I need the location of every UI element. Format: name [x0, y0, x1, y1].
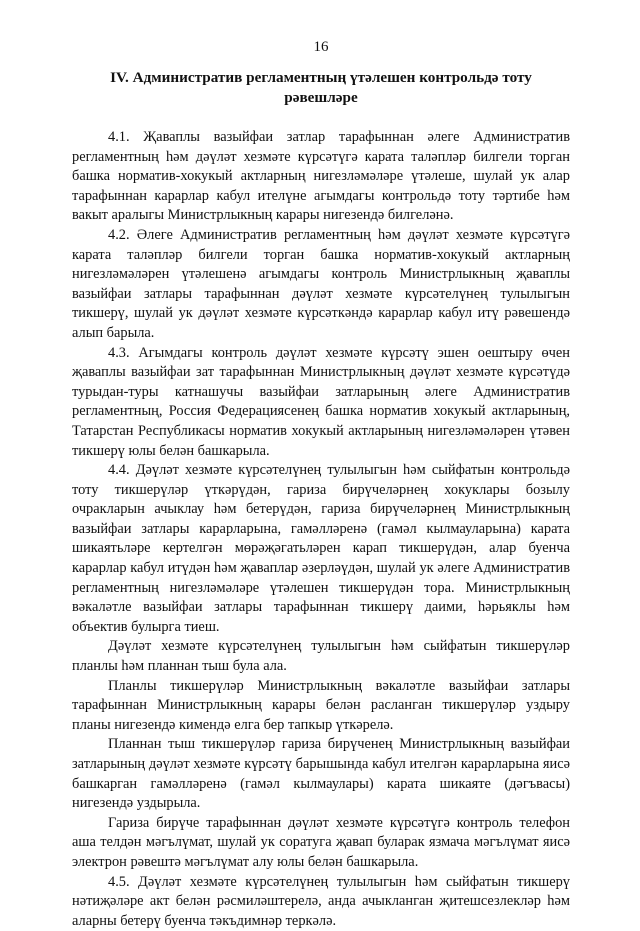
body-text — [72, 128, 570, 931]
paragraph-4-3: 4.3. Агымдагы контроль дәүләт хезмәте күрсәтү эшен оештыру өчен җаваплы вазыйфаи зат тарафыннан Министрлыкның дәүләт хезмәте күрсәтүдә турыдан-туры катнашучы вазыйфаи затларының әлеге Административ регламентның, Россия Федерациясенең башка норматив хокукый актларының, Татарстан Республикасы норматив хокукый актларының нигезләмәләрен үтәвен тикшерү юлы белән башкарыла. — [72, 344, 570, 459]
paragraph-unscheduled-inspections: Планнан тыш тикшерүләр гариза бирүченең Министрлыкның вазыйфаи затларының дәүләт хезмәте күрсәтү барышында кабул ителгән карарларына яисә башкарган гамәлләренә (гамәл кылмаулары) карата шикаяте (дәгъвасы) нигезендә уздырыла. — [72, 736, 570, 812]
paragraph-applicant-control: Гариза бирүче тарафыннан дәүләт хезмәте күрсәтүгә контроль телефон аша телдән мәгълүмат, шулай ук соратуга җавап буларак язмача мәгълүмат яисә электрон рәвештә мәгълүмат алу юлы белән башкарыла. — [72, 814, 570, 870]
paragraph-inspection-types: Дәүләт хезмәте күрсәтелүнең тулылыгын һәм сыйфатын тикшерүләр планлы һәм планнан тыш була ала. — [72, 638, 570, 675]
paragraph-planned-inspections: Планлы тикшерүләр Министрлыкның вәкаләтле вазыйфаи затлары тарафыннан Министрлыкның карары белән расланган тикшерүләр уздыру планы нигезендә кимендә елга бер тапкыр үткәрелә. — [72, 677, 570, 733]
paragraph-4-5: 4.5. Дәүләт хезмәте күрсәтелүнең тулылыгын һәм сыйфатын тикшерү нәтиҗәләре акт белән рәсмиләштерелә, анда ачыкланган җитешсезлекләр һәм аларны бетерү буенча тәкъдимнәр теркәлә. — [72, 873, 570, 929]
section-title: IV. Административ регламентның үтәлешен контрольдә тоту рәвешләре — [110, 69, 532, 106]
paragraph-4-1: 4.1. Җаваплы вазыйфаи затлар тарафыннан әлеге Административ регламентның һәм дәүләт хезмәте күрсәтүгә карата таләпләр билгели торган башка норматив-хокукый актларның нигезләмәләре үтәлеше, шулай ук алар тарафыннан карарлар кабул ителүне агымдагы контрольдә тоту тәртибе һәм вакыт аралыгы Министрлыкның карары нигезендә билгеләнә. — [72, 129, 570, 224]
paragraph-4-2: 4.2. Әлеге Административ регламентның һәм дәүләт хезмәте күрсәтүгә карата таләпләр билгели торган башка норматив-хокукый актларның нигезләмәләрен үтәлешенә агымдагы контроль Министрлыкның җаваплы вазыйфаи затлары тарафыннан дәүләт хезмәте күрсәтелүнең тулылыгын тикшерү, шулай ук дәүләт хезмәте күрсәткәндә карарлар кабул итү рәвешендә алып барыла. — [72, 226, 570, 341]
page-number: 16 — [313, 39, 329, 55]
paragraph-4-4: 4.4. Дәүләт хезмәте күрсәтелүнең тулылыгын һәм сыйфатын контрольдә тоту тикшерүләр үткәрүдән, гариза бирүчеләрнең хокуклары бозылу очракларын ачыклау һәм бетерүдән, гариза бирүчеләрнең Министрлыкның вазыйфаи затлары карарларына, гамәлләренә (гамәл кылмауларына) карата шикаятьләре кертелгән мөрәҗәгатьләрен карап тикшерүдән, алар буенча карарлар кабул итүдән һәм җаваплар әзерләүдән, шулай ук әлеге Административ регламентның нигезләмәләре үтәлешен тикшерүдән тора. Министрлыкның вәкаләтле вазыйфаи затлары тарафыннан тикшерү даими, һәрьяклы һәм объектив булырга тиеш. — [72, 462, 570, 635]
